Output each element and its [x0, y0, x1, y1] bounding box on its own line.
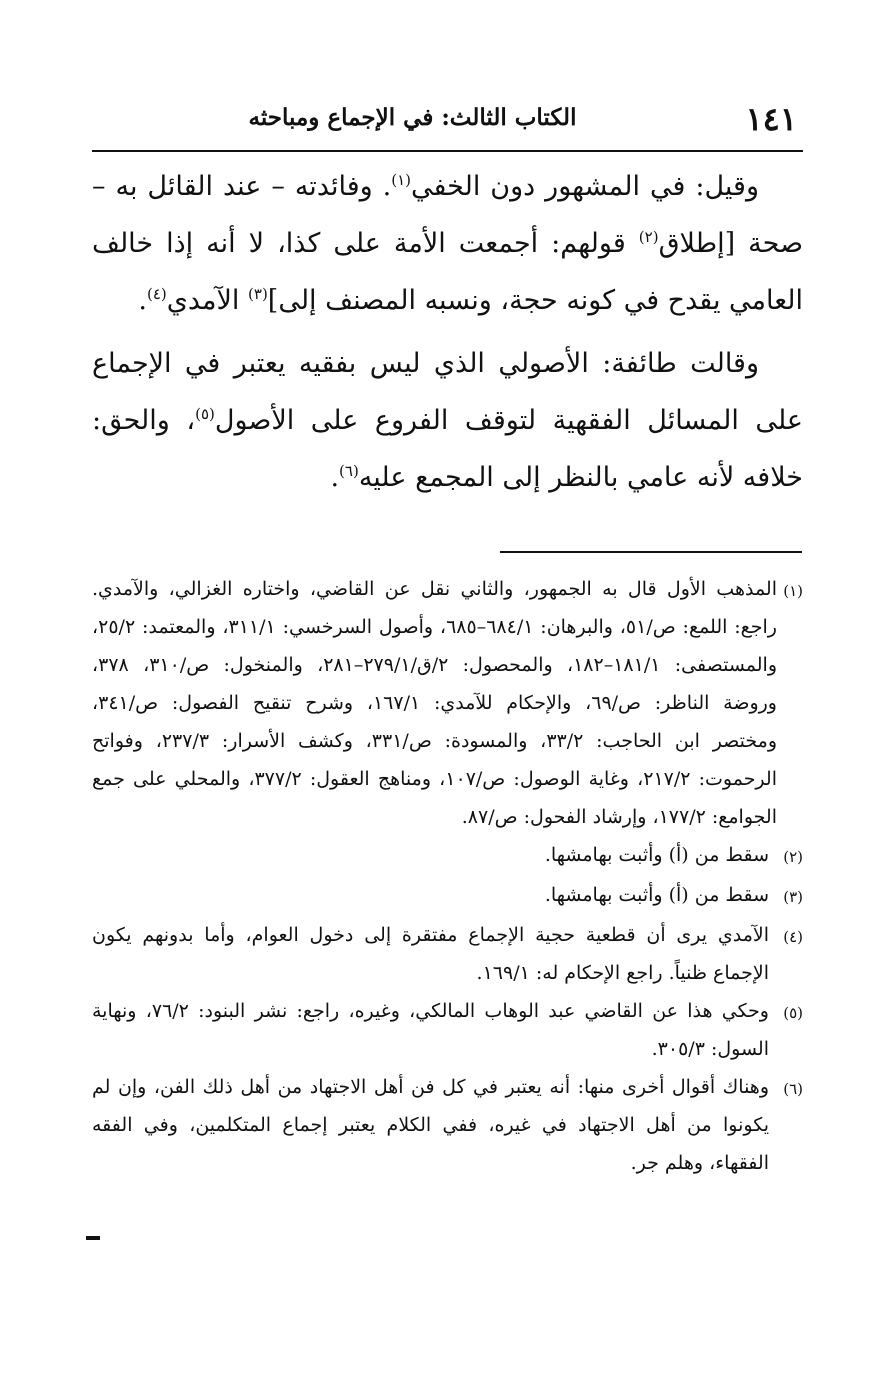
paragraph-2-text-c: .: [330, 462, 340, 493]
paragraph-2-text-b: ، والحق: خلافه لأنه عامي بالنظر إلى المجمع عليه: [92, 405, 803, 493]
footnote-text: وهناك أقوال أخرى منها: أنه يعتبر في كل فن أهل الاجتهاد من أهل ذلك الفن، وإن لم يكونوا من أهل الاجتهاد في غيره، ففي الكلام يعتبر إجماع المتكلمين، وفي الفقه الفقهاء، وهلم جر.: [92, 1076, 769, 1174]
footnote-text: سقط من (أ) وأثبت بهامشها.: [544, 844, 769, 866]
footnote-number: (١): [783, 582, 803, 600]
footnote-number: (٦): [783, 1080, 803, 1098]
footnote-ref-3[interactable]: (٣): [248, 285, 268, 303]
paragraph-1-text-d: الآمدي: [166, 285, 249, 316]
page-header: [92, 90, 803, 152]
continuation-mark: [86, 1236, 100, 1240]
footnote-text: سقط من (أ) وأثبت بهامشها.: [544, 884, 769, 906]
paragraph-2-text-a: وقالت طائفة: الأصولي الذي ليس بفقيه يعتبر في الإجماع على المسائل الفقهية لتوقف الفروع على الأصول: [92, 348, 803, 436]
footnote-2: [92, 836, 803, 876]
footnote-ref-2[interactable]: (٢): [638, 228, 659, 246]
running-title: الكتاب الثالث: في الإجماع ومباحثه: [248, 104, 577, 131]
footnote-ref-5[interactable]: (٥): [195, 405, 215, 423]
main-text: [92, 158, 803, 506]
footnote-6: [92, 1068, 803, 1182]
footnote-text: المذهب الأول قال به الجمهور، والثاني نقل عن القاضي، واختاره الغزالي، والآمدي. راجع: اللمع: ص/٥١، والبرهان: ٦٨٤/١–٦٨٥، وأصول السرخسي: ٣١١/١، والمعتمد: ٢٥/٢، والمستصفى: ١٨١/١–١٨٢، والمحصول: ٢/ق/٢٧٩/١–٢٨١، والمنخول: ص/٣١٠، ٣٧٨، وروضة الناظر: ص/٦٩، والإحكام للآمدي: ١٦٧/١، وشرح تنقيح الفصول: ص/٣٤١، ومختصر ابن الحاجب: ٣٣/٢، والمسودة: ص/٣٣١، وكشف الأسرار: ٢٣٧/٣، وفواتح الرحموت: ٢١٧/٢، وغاية الوصول: ص/١٠٧، ومناهج العقول: ٣٧٧/٢، والمحلي على جمع الجوامع: ١٧٧/٢، وإرشاد الفحول: ص/٨٧.: [92, 578, 777, 828]
footnote-1: [92, 570, 803, 836]
paragraph-1-text-e: .: [138, 285, 147, 316]
footnote-number: (٤): [783, 928, 803, 946]
footnote-number: (٢): [783, 848, 803, 866]
footnote-4: [92, 916, 803, 992]
footnote-text: الآمدي يرى أن قطعية حجية الإجماع مفتقرة إلى دخول العوام، وأما بدونهم يكون الإجماع ظنياً. راجع الإحكام له: ١٦٩/١.: [92, 924, 769, 984]
paragraph-1-text-c: قولهم: أجمعت الأمة على كذا، لا أنه إذا خالف العامي يقدح في كونه حجة، ونسبه المصنف إلى]: [92, 228, 803, 316]
footnotes: [92, 570, 803, 1182]
footnote-3: [92, 876, 803, 916]
footnote-ref-1[interactable]: (١): [391, 171, 412, 189]
footnote-text: وحكي هذا عن القاضي عبد الوهاب المالكي، وغيره، راجع: نشر البنود: ٧٦/٢، ونهاية السول: ٣٠٥/٣.: [92, 1000, 769, 1060]
paragraph-1: [92, 158, 803, 329]
footnote-ref-4[interactable]: (٤): [146, 285, 167, 303]
page-number: ١٤١: [745, 100, 797, 138]
paragraph-1-text-b: . وفائدته – عند القائل به – صحة [إطلاق: [92, 171, 803, 259]
footnote-separator: [500, 551, 802, 553]
footnote-number: (٣): [783, 888, 803, 906]
footnote-5: [92, 992, 803, 1068]
paragraph-2: [92, 335, 803, 506]
footnote-ref-6[interactable]: (٦): [339, 462, 359, 480]
footnote-number: (٥): [783, 1004, 803, 1022]
paragraph-1-text-a: وقيل: في المشهور دون الخفي: [411, 171, 759, 202]
